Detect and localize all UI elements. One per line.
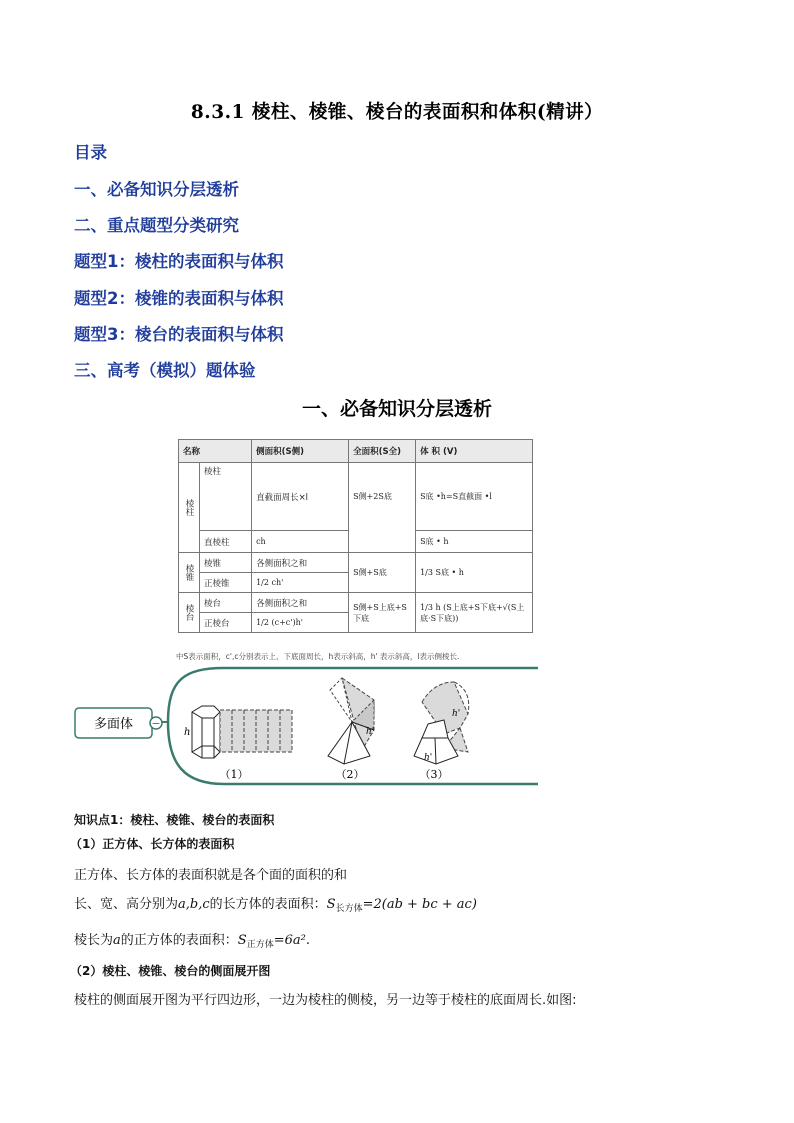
line3-symbol: S bbox=[237, 933, 247, 948]
line2-mid: 的长方体的表面积： bbox=[209, 897, 327, 912]
caption-3: （3） bbox=[419, 768, 449, 781]
line3-prefix: 棱长为 bbox=[74, 933, 114, 948]
paragraph-line-3 bbox=[74, 929, 310, 950]
caption-2: （2） bbox=[335, 768, 365, 781]
pyramid-volume: 1/3 S底 • h bbox=[416, 553, 533, 593]
header-side: 侧面积(S侧) bbox=[252, 440, 349, 463]
line2-prefix: 长、宽、高分别为 bbox=[74, 897, 179, 912]
subheading-1: （1）正方体、长方体的表面积 bbox=[70, 837, 235, 851]
label-h: h bbox=[184, 727, 191, 738]
section-title: 一、必备知识分层透析 bbox=[301, 398, 492, 420]
page-title: 8.3.1 棱柱、棱锥、棱台的表面积和体积(精讲） bbox=[190, 102, 604, 123]
line2-formula: =2(ab + bc + ac) bbox=[362, 897, 477, 912]
toc-heading: 目录 bbox=[74, 143, 107, 162]
table-note: 中S表示面积，c',c分别表示上、下底面周长，h表示斜高，h' 表示斜高，l表示侧棱长. bbox=[176, 652, 460, 661]
mindmap-node-label: 多面体 bbox=[93, 717, 134, 732]
frustum-total: S侧+S上底+S下底 bbox=[349, 593, 416, 633]
pyramid-side: 各侧面积之和 bbox=[252, 553, 349, 573]
toc-item-4[interactable]: 题型2：棱锥的表面积与体积 bbox=[74, 289, 284, 308]
line3-var: a bbox=[113, 933, 121, 948]
right-prism-volume: S底 • h bbox=[416, 531, 533, 553]
group-pyramid: 棱锥 bbox=[179, 553, 200, 593]
line2-vars: a,b,c bbox=[178, 897, 210, 912]
paragraph-line-2 bbox=[74, 893, 477, 914]
label-pyramid-h-prime: h' bbox=[366, 727, 375, 737]
group-frustum: 棱台 bbox=[179, 593, 200, 633]
toc-item-6[interactable]: 三、高考（模拟）题体验 bbox=[74, 361, 256, 380]
line2-symbol: S bbox=[326, 897, 336, 912]
row-regular-frustum: 正棱台 bbox=[200, 613, 252, 633]
frustum-unfolding bbox=[414, 682, 469, 781]
toc-item-2[interactable]: 二、重点题型分类研究 bbox=[74, 216, 239, 235]
group-prism: 棱柱 bbox=[179, 463, 200, 553]
header-total: 全面积(S全) bbox=[349, 440, 416, 463]
toc-item-5[interactable]: 题型3：棱台的表面积与体积 bbox=[74, 325, 284, 344]
prism-total: S侧+2S底 bbox=[349, 463, 416, 553]
right-prism-side: ch bbox=[252, 531, 349, 553]
row-right-prism: 直棱柱 bbox=[200, 531, 252, 553]
row-regular-pyramid: 正棱锥 bbox=[200, 573, 252, 593]
row-prism: 棱柱 bbox=[200, 463, 252, 531]
pyramid-unfolding bbox=[328, 678, 374, 781]
prism-side: 直截面周长×l bbox=[252, 463, 349, 531]
collapse-symbol: − bbox=[151, 717, 161, 730]
frustum-side: 各侧面积之和 bbox=[252, 593, 349, 613]
toc-item-3[interactable]: 题型1：棱柱的表面积与体积 bbox=[74, 252, 284, 271]
line2-subscript: 长方体 bbox=[335, 904, 363, 914]
header-name: 名称 bbox=[179, 440, 252, 463]
line3-formula: =6a² bbox=[273, 933, 306, 948]
row-pyramid: 棱锥 bbox=[200, 553, 252, 573]
line3-mid: 的正方体的表面积： bbox=[120, 933, 238, 948]
toc-item-1[interactable]: 一、必备知识分层透析 bbox=[74, 180, 239, 199]
regular-pyramid-side: 1/2 ch' bbox=[252, 573, 349, 593]
label-frustum-h-prime: h' bbox=[424, 753, 433, 763]
formula-table bbox=[178, 439, 533, 633]
frustum-volume: 1/3 h (S上底+S下底+√(S上底·S下底)) bbox=[416, 593, 533, 633]
subheading-2: （2）棱柱、棱锥、棱台的侧面展开图 bbox=[70, 964, 271, 978]
line3-end: . bbox=[305, 933, 310, 948]
pyramid-total: S侧+S底 bbox=[349, 553, 416, 593]
label-frustum-h-prime-top: h' bbox=[452, 709, 461, 719]
regular-frustum-side: 1/2 (c+c')h' bbox=[252, 613, 349, 633]
unfolding-diagram bbox=[74, 660, 538, 790]
polyhedron-figure bbox=[74, 660, 538, 794]
header-volume: 体 积 (V) bbox=[416, 440, 533, 463]
prism-unfolding bbox=[184, 706, 292, 781]
caption-1: （1） bbox=[219, 768, 249, 781]
paragraph-line-1: 正方体、长方体的表面积就是各个面的面积的和 bbox=[74, 868, 348, 883]
line3-subscript: 正方体 bbox=[246, 940, 274, 950]
knowledge-heading: 知识点1：棱柱、棱锥、棱台的表面积 bbox=[74, 813, 275, 827]
row-frustum: 棱台 bbox=[200, 593, 252, 613]
paragraph-line-4: 棱柱的侧面展开图为平行四边形，一边为棱柱的侧棱，另一边等于棱柱的底面周长.如图: bbox=[74, 993, 577, 1008]
prism-volume: S底 •h=S直截面 •l bbox=[416, 463, 533, 531]
